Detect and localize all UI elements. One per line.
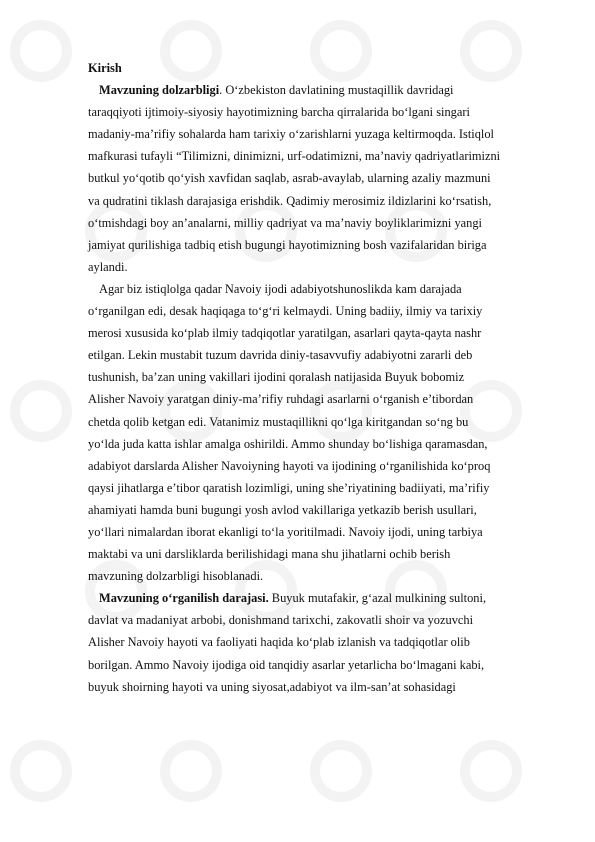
paragraph-line: mafkurasi tufayli “Tilimizni, dinimizni, urf-odatimizni, ma’naviy qadriyatlarimizni [88, 149, 501, 164]
paragraph-line: qaysi jihatlarga e’tibor qaratish lozimligi, uning she’riyatining badiiyati, ma’rifiy [88, 480, 490, 495]
relevance-label: Mavzuning dolzarbligi [99, 83, 220, 98]
paragraph-line: etilgan. Lekin mustabit tuzum davrida diniy-tasavvufiy adabiyotni zararli deb [88, 348, 473, 363]
paragraph-line: madaniy-ma’rifiy sohalarda ham tarixiy o‘zarishlarni yuzaga keltirmoqda. Istiqlol [88, 127, 494, 142]
paragraph-line: Alisher Navoiy yaratgan diniy-ma’rifiy ruhdagi asarlarni o‘rganish e’tibordan [88, 392, 474, 407]
paragraph-line: o‘tmishdagi boy an’analarni, milliy qadriyat va ma’naviy boyliklarimizni yangi [88, 215, 482, 230]
paragraph-line: buyuk shoirning hayoti va uning siyosat,adabiyot va ilm-san’at sohasidagi [88, 679, 456, 694]
watermark-ring [10, 740, 72, 802]
paragraph-line: davlat va madaniyat arbobi, donishmand tarixchi, zakovatli shoir va yozuvchi [88, 613, 474, 628]
paragraph-line: aylandi. [88, 259, 128, 274]
watermark-ring [160, 740, 222, 802]
paragraph-navoiy-study [88, 278, 558, 587]
paragraph-line: Mavzuning o‘rganilish darajasi. Buyuk mutafakir, g‘azal mulkining sultoni, [99, 591, 487, 606]
paragraph-line: borilgan. Ammo Navoiy ijodiga oid tanqidiy asarlar yetarlicha bo‘lmagani kabi, [88, 657, 485, 672]
paragraph-line: jamiyat qurilishiga tadbiq etish bugungi hayotimizning bosh vazifalaridan biriga [88, 237, 487, 252]
paragraph-line: butkul yo‘qotib qo‘yish xavfidan saqlab, asrab-avaylab, ularning azaliy mazmuni [88, 171, 491, 186]
watermark-ring [460, 740, 522, 802]
paragraph-line: va qudratini tiklash darajasiga erishdik. Qadimiy merosimiz ildizlarini ko‘rsatish, [88, 193, 492, 208]
paragraph-line: merosi xususida ko‘plab ilmiy tadqiqotlar yaratilgan, asarlari qayta-qayta nashr [88, 326, 482, 341]
paragraph-line: maktabi va uni darsliklarda berilishidagi mana shu jihatlarni ochib berish [88, 547, 451, 562]
paragraph-line: chetda qolib ketgan edi. Vatanimiz mustaqillikni qo‘lga kiritgandan so‘ng bu [88, 414, 469, 429]
paragraph-line: taraqqiyoti ijtimoiy-siyosiy hayotimizning barcha qirralarida bo‘lgani singari [88, 105, 470, 120]
paragraph-relevance [88, 79, 558, 278]
paragraph-line: ahamiyati hamda buni bugungi yosh avlod vakillariga yetkazib berish usullari, [88, 502, 477, 517]
paragraph-line: Mavzuning dolzarbligi. O‘zbekiston davlatining mustaqillik davridagi [99, 83, 454, 98]
study-level-label: Mavzuning o‘rganilish darajasi. [99, 591, 269, 606]
paragraph-line: Agar biz istiqlolga qadar Navoiy ijodi adabiyotshunoslikda kam darajada [99, 281, 462, 296]
paragraph-line: tushunish, ba’zan uning vakillari ijodini qoralash natijasida Buyuk bobomiz [88, 370, 465, 385]
watermark-ring [310, 740, 372, 802]
paragraph-line: adabiyot darslarda Alisher Navoiyning hayoti va ijodining o‘rganilishida ko‘proq [88, 458, 491, 473]
paragraph-line: o‘rganilgan edi, desak haqiqaga to‘g‘ri kelmaydi. Uning badiiy, ilmiy va tarixiy [88, 304, 483, 319]
paragraph-line: Alisher Navoiy hayoti va faoliyati haqida ko‘plab izlanish va tadqiqotlar olib [88, 635, 470, 650]
paragraph-line: yo‘llari nimalardan iborat ekanligi to‘la yoritilmadi. Navoiy ijodi, uning tarbiya [88, 524, 483, 539]
section-heading: Kirish [88, 61, 122, 75]
paragraph-study-level [88, 587, 558, 697]
paragraph-line: yo‘lda juda katta ishlar amalga oshirildi. Ammo shunday bo‘lishiga qaramasdan, [88, 436, 488, 451]
paragraph-line: mavzuning dolzarbligi hisoblanadi. [88, 569, 264, 584]
